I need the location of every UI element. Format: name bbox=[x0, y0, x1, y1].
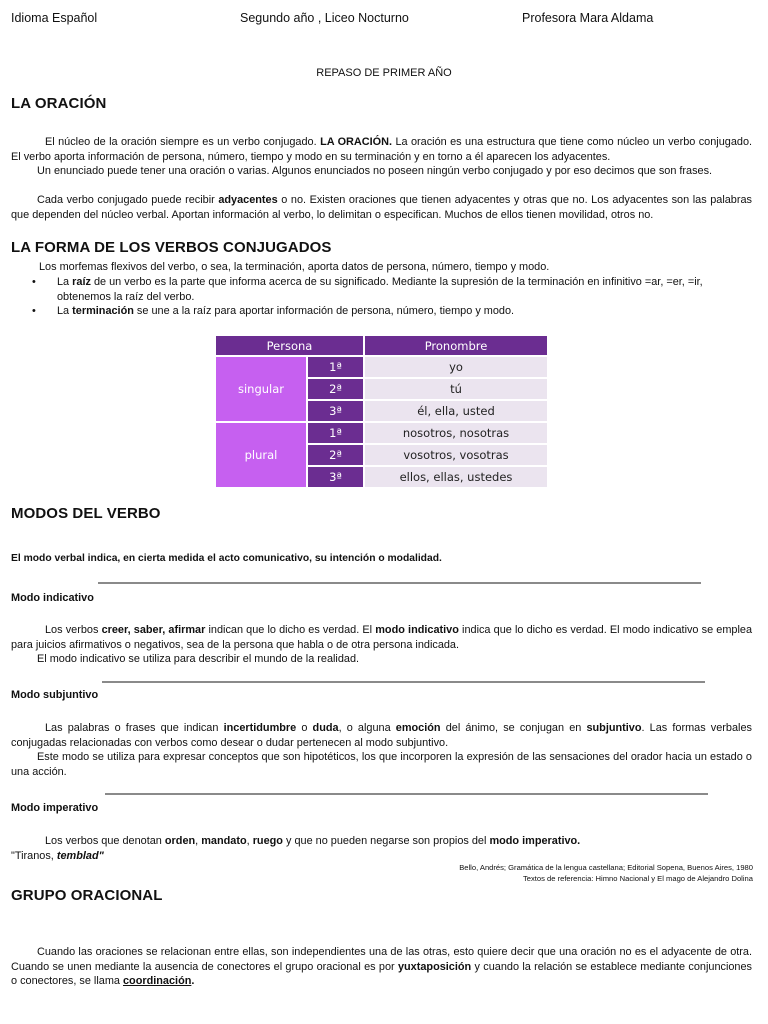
indicativo-paragraph: Los verbos creer, saber, afirmar indican que lo dicho es verdad. El modo indicativo indica que lo dicho es verdad. El modo indicativo se emplea para juicios afirmativos o negativos, sea de la persona que habla o de otra persona indicada. bbox=[11, 624, 753, 651]
section-heading-oracion: LA ORACIÓN bbox=[11, 95, 107, 112]
section-heading-modos: MODOS DEL VERBO bbox=[11, 505, 161, 522]
subheading-indicativo: Modo indicativo bbox=[11, 592, 94, 604]
forma-bullet-list bbox=[30, 275, 752, 319]
forma-intro: Los morfemas flexivos del verbo, o sea, la terminación, aporta datos de persona, número, tiempo y modo. bbox=[39, 261, 550, 273]
subheading-imperativo: Modo imperativo bbox=[11, 802, 99, 814]
person-number: 1ª bbox=[308, 423, 363, 443]
reference-line-1: Bello, Andrés; Gramática de la lengua castellana; Editorial Sopena, Buenos Aires, 1980 bbox=[459, 863, 753, 872]
table-header-pronombre: Pronombre bbox=[365, 336, 547, 355]
pronoun: nosotros, nosotras bbox=[365, 423, 547, 443]
group-plural: plural bbox=[216, 423, 306, 487]
pronoun: ellos, ellas, ustedes bbox=[365, 467, 547, 487]
pronoun: tú bbox=[365, 379, 547, 399]
person-number: 3ª bbox=[308, 401, 363, 421]
subjuntivo-paragraph-2: Este modo se utiliza para expresar conceptos que son hipotéticos, los que incorporen la expresión de las sensaciones del orador hacia un estado o una acción. bbox=[11, 751, 752, 778]
subheading-subjuntivo: Modo subjuntivo bbox=[11, 689, 99, 701]
header-course: Segundo año , Liceo Nocturno bbox=[240, 11, 409, 25]
pronoun: vosotros, vosotras bbox=[365, 445, 547, 465]
section-heading-forma: LA FORMA DE LOS VERBOS CONJUGADOS bbox=[11, 239, 332, 256]
person-number: 1ª bbox=[308, 357, 363, 377]
person-number: 2ª bbox=[308, 445, 363, 465]
pronoun: yo bbox=[365, 357, 547, 377]
document-title: REPASO DE PRIMER AÑO bbox=[316, 67, 452, 79]
header-teacher: Profesora Mara Aldama bbox=[522, 11, 654, 25]
references bbox=[459, 863, 753, 884]
person-pronoun-table bbox=[214, 334, 549, 489]
bullet-terminacion: • La terminación se une a la raíz para aportar información de persona, número, tiempo y modo. bbox=[30, 304, 752, 319]
divider bbox=[102, 681, 705, 683]
imperativo-quote: "Tiranos, temblad" bbox=[11, 850, 104, 862]
table-header-persona: Persona bbox=[216, 336, 363, 355]
header-subject: Idioma Español bbox=[11, 11, 98, 25]
section-heading-grupo: GRUPO ORACIONAL bbox=[11, 887, 163, 904]
oracion-paragraph-1: El núcleo de la oración siempre es un verbo conjugado. LA ORACIÓN. La oración es una estructura que tiene como núcleo un verbo conjugado. El verbo aporta información de persona, número, tiempo y modo en su terminación y en torno a él aparecen los adyacentes. bbox=[11, 136, 753, 163]
modos-intro: El modo verbal indica, en cierta medida el acto comunicativo, su intención o modalidad. bbox=[11, 553, 442, 564]
reference-line-2: Textos de referencia: Himno Nacional y El mago de Alejandro Dolina bbox=[522, 873, 753, 883]
oracion-paragraph-2: Un enunciado puede tener una oración o varias. Algunos enunciados no poseen ningún verbo conjugado y por eso decimos que son frases. bbox=[37, 165, 713, 177]
group-singular: singular bbox=[216, 357, 306, 421]
indicativo-paragraph-2: El modo indicativo se utiliza para describir el mundo de la realidad. bbox=[37, 653, 360, 665]
imperativo-paragraph: Los verbos que denotan orden, mandato, ruego y que no pueden negarse son propios del modo imperativo. bbox=[45, 835, 581, 847]
divider bbox=[98, 582, 701, 584]
person-number: 2ª bbox=[308, 379, 363, 399]
oracion-paragraph-3: Cada verbo conjugado puede recibir adyacentes o no. Existen oraciones que tienen adyacentes y otras que no. Los adyacentes son las palabras que dependen del núcleo verbal. Aportan información al verbo, lo delimitan o especifican. Muchos de ellos tienen movilidad, otros no. bbox=[11, 194, 752, 221]
pronoun: él, ella, usted bbox=[365, 401, 547, 421]
person-number: 3ª bbox=[308, 467, 363, 487]
divider bbox=[105, 793, 708, 795]
subjuntivo-paragraph: Las palabras o frases que indican incertidumbre o duda, o alguna emoción del ánimo, se conjugan en subjuntivo. Las formas verbales conjugadas relacionadas con verbos como desear o dudar pertenecen al modo subjuntivo. bbox=[11, 722, 752, 749]
grupo-paragraph: Cuando las oraciones se relacionan entre ellas, son independientes una de las otras, esto quiere decir que una oración no es el adyacente de otra. Cuando se unen mediante la ausencia de conectores el grupo oracional es por yuxtaposición y cuando la relación se establece mediante conjunciones o conectores, se llama coordinación. bbox=[11, 946, 752, 988]
bullet-raiz: • La raíz de un verbo es la parte que informa acerca de su significado. Mediante la supresión de la terminación en infinitivo =ar, =er, =ir, obtenemos la raíz del verbo. bbox=[30, 275, 752, 304]
